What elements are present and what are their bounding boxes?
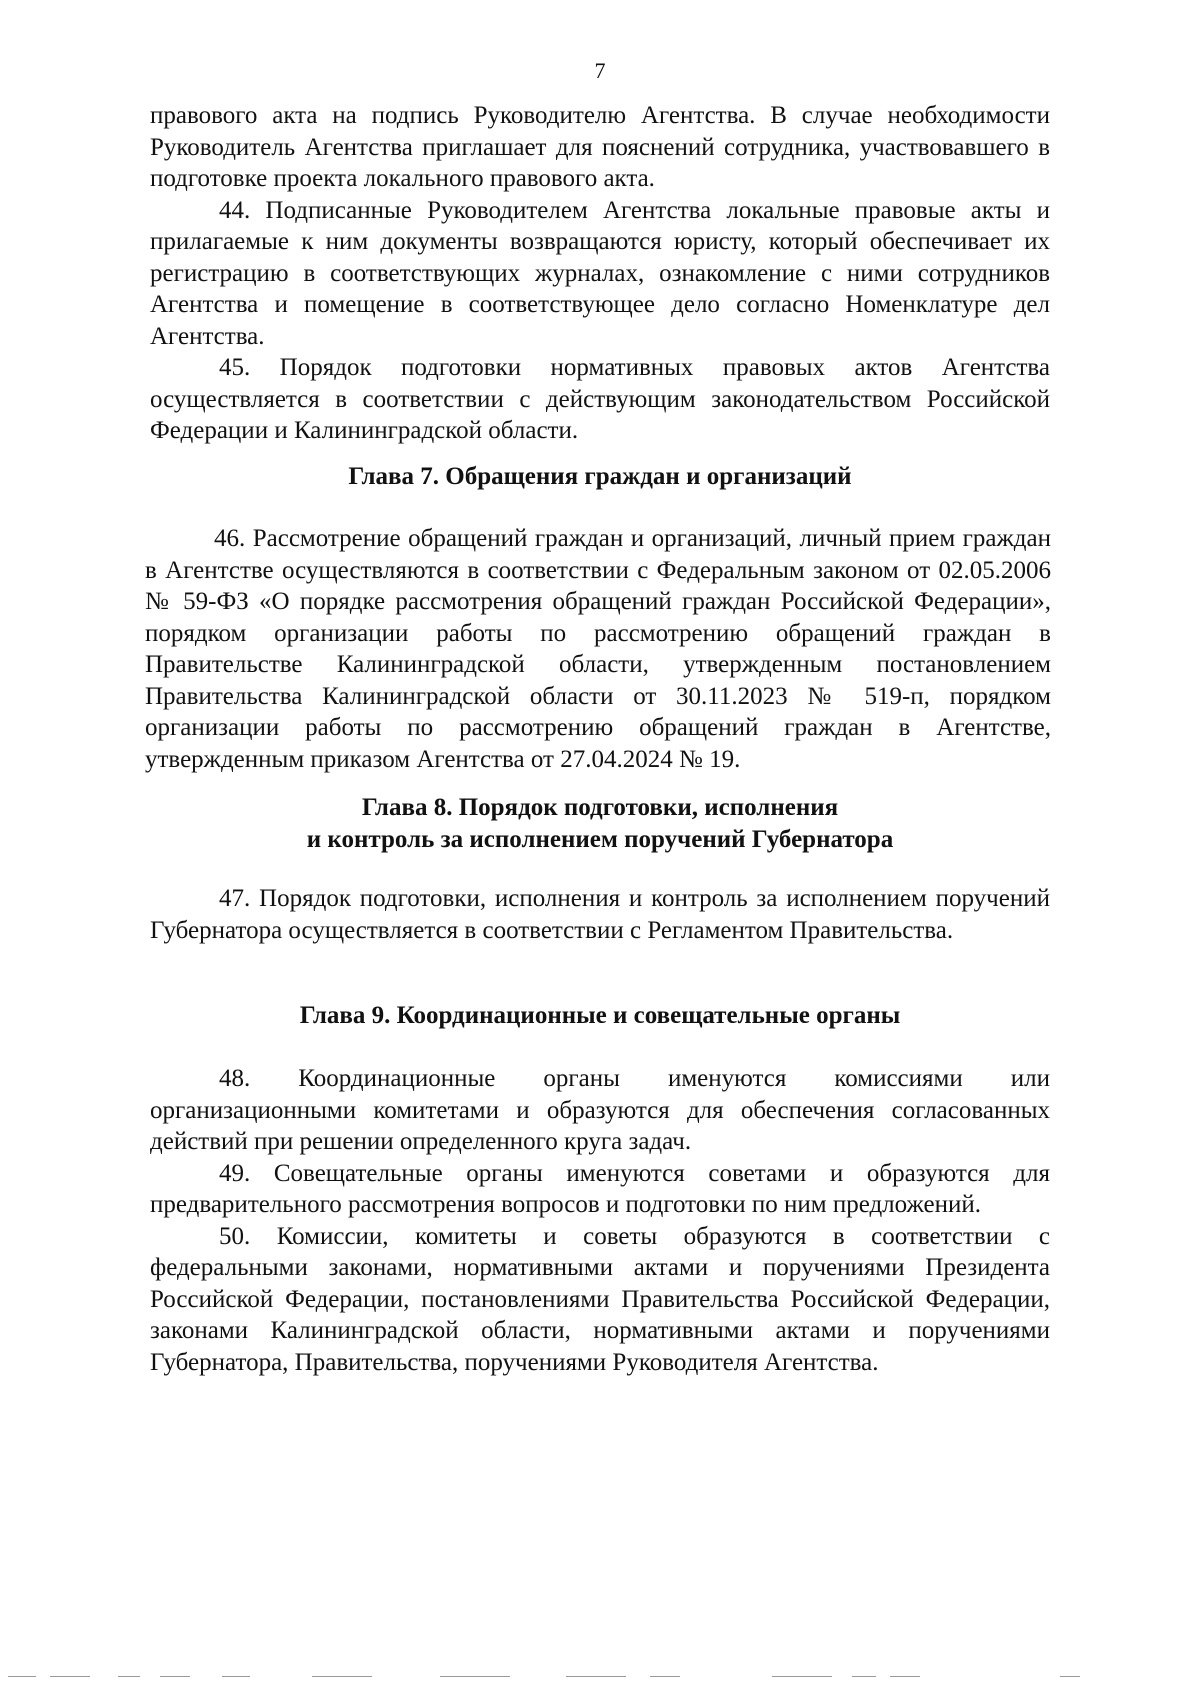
- chapter-7-body: [145, 523, 1051, 775]
- chapter-8-heading-line-1: Глава 8. Порядок подготовки, исполнения: [361, 794, 839, 821]
- scan-mark: [222, 1676, 250, 1677]
- paragraph-47: 47. Порядок подготовки, исполнения и контроль за исполнением поручений Губернатора осуществляется в соответствии с Регламентом Правительства.: [150, 885, 1050, 944]
- chapter-8-heading: [150, 792, 1050, 855]
- scan-mark: [440, 1676, 510, 1677]
- scan-artifact-marks: [0, 1674, 1200, 1680]
- paragraphs-top: [150, 100, 1050, 447]
- scan-mark: [852, 1676, 876, 1677]
- scan-mark: [650, 1676, 680, 1677]
- scan-mark: [566, 1676, 626, 1677]
- paragraph-45: 45. Порядок подготовки нормативных правовых актов Агентства осуществляется в соответствии с действующим законодательством Российской Федерации и Калининградской области.: [150, 354, 1050, 444]
- scan-mark: [890, 1676, 920, 1677]
- chapter-8-body: [150, 883, 1050, 946]
- scan-mark: [1060, 1676, 1080, 1677]
- scan-mark: [50, 1676, 90, 1677]
- scan-mark: [8, 1676, 36, 1677]
- paragraph-44: 44. Подписанные Руководителем Агентства локальные правовые акты и прилагаемые к ним документы возвращаются юристу, который обеспечивает их регистрацию в соответствующих журналах, ознакомление с ними сотрудников Агентства и помещение в соответствующее дело согласно Номенклатуре дел Агентства.: [150, 196, 1050, 350]
- chapter-9-body: [150, 1063, 1050, 1378]
- paragraph-48: 48. Координационные органы именуются комиссиями или организационными комитетами и образуются для обеспечения согласованных действий при решении определенного круга задач.: [150, 1065, 1050, 1155]
- page-number: 7: [594, 58, 606, 83]
- chapter-7-heading: Глава 7. Обращения граждан и организаций: [348, 463, 852, 490]
- scan-mark: [312, 1676, 372, 1677]
- paragraph-49: 49. Совещательные органы именуются советами и образуются для предварительного рассмотрения вопросов и подготовки по ним предложений.: [150, 1159, 1050, 1218]
- paragraph-50: 50. Комиссии, комитеты и советы образуются в соответствии с федеральными законами, нормативными актами и поручениями Президента Российской Федерации, постановлениями Правительства Российской Федерации, законами Калининградской области, нормативными актами и поручениями Губернатора, Правительства, поручениями Руководителя Агентства.: [150, 1222, 1050, 1376]
- chapter-8-heading-line-2: и контроль за исполнением поручений Губернатора: [306, 825, 894, 853]
- paragraph-46: 46. Рассмотрение обращений граждан и организаций, личный прием граждан в Агентстве осуществляются в соответствии с Федеральным законом от 02.05.2006 № 59-ФЗ «О порядке рассмотрения обращений граждан Российской Федерации», порядком организации работы по рассмотрению обращений граждан в Правительстве Калининградской области, утвержденным постановлением Правительства Калининградской области от 30.11.2023 № 519-п, порядком организации работы по рассмотрению обращений граждан в Агентстве, утвержденным приказом Агентства от 27.04.2024 № 19.: [145, 525, 1051, 773]
- scan-mark: [118, 1676, 140, 1677]
- scan-mark: [160, 1676, 190, 1677]
- paragraph-continuation: правового акта на подпись Руководителю Агентства. В случае необходимости Руководитель Агентства приглашает для пояснений сотрудника, участвовавшего в подготовке проекта локального правового акта.: [150, 102, 1050, 192]
- chapter-9-heading: Глава 9. Координационные и совещательные органы: [299, 1002, 901, 1029]
- scan-mark: [772, 1676, 832, 1677]
